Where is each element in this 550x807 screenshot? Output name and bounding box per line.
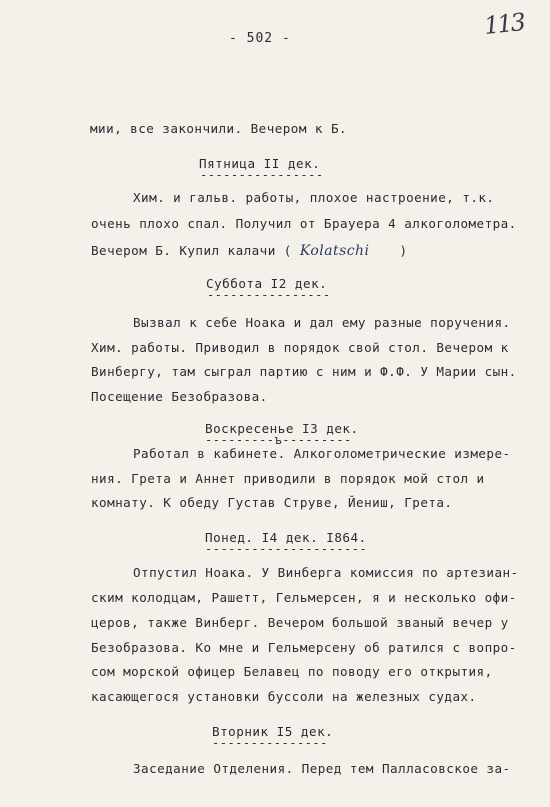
text-line: Хим. и гальв. работы, плохое настроение, т.к. [133, 190, 495, 205]
text-line: комнату. К обеду Густав Струве, Йениш, Грета. [91, 495, 453, 510]
heading-underline: --------------- [212, 736, 328, 750]
text-line: Вызвал к себе Ноака и дал ему разные поручения. [133, 315, 511, 330]
text-line: Работал в кабинете. Алкоголометрические измере- [133, 446, 511, 461]
entry-heading: Суббота I2 дек. [206, 276, 328, 291]
text-line: мии, все закончили. Вечером к Б. [90, 121, 348, 136]
heading-underline: ---------------- [200, 168, 324, 182]
text-line: Хим. работы. Приводил в порядок свой стол. Вечером к [91, 340, 509, 355]
heading-underline: ---------ъ--------- [205, 433, 352, 447]
entry-heading: Пятница II дек. [199, 156, 321, 171]
page-number: - 502 - [229, 31, 291, 46]
text-fragment: Вечером Б. Купил калачи ( [91, 243, 292, 258]
text-line [91, 243, 408, 259]
entry-heading: Воскресенье I3 дек. [205, 421, 359, 436]
text-line: Заседание Отделения. Перед тем Палласовское за- [133, 761, 511, 776]
entry-heading: Вторник I5 дек. [212, 724, 334, 739]
handwritten-word: Kolatschi [299, 243, 370, 259]
heading-underline: --------------------- [205, 542, 368, 556]
text-line: Винбергу, там сыграл партию с ним и Ф.Ф. У Марии сын. [91, 364, 517, 379]
handwritten-page-number: 113 [482, 7, 526, 41]
text-line: сом морской офицер Белавец по поводу его открытия, [91, 664, 493, 679]
text-line: ским колодцам, Рашетт, Гельмерсен, я и несколько офи- [91, 590, 517, 605]
text-line: Отпустил Ноака. У Винберга комиссия по артезиан- [133, 565, 519, 580]
text-line: очень плохо спал. Получил от Брауера 4 алкоголометра. [91, 216, 517, 231]
text-line: Безобразова. Ко мне и Гельмерсену об ратился с вопро- [91, 640, 517, 655]
text-line: касающегося установки буссоли на железных судах. [91, 689, 477, 704]
heading-underline: ---------------- [207, 288, 331, 302]
entry-heading: Понед. I4 дек. I864. [205, 530, 367, 545]
text-fragment: ) [399, 243, 408, 258]
text-line: церов, также Винберг. Вечером большой званый вечер у [91, 615, 509, 630]
text-line: ния. Грета и Аннет приводили в порядок мой стол и [91, 471, 485, 486]
text-line: Посещение Безобразова. [91, 389, 268, 404]
